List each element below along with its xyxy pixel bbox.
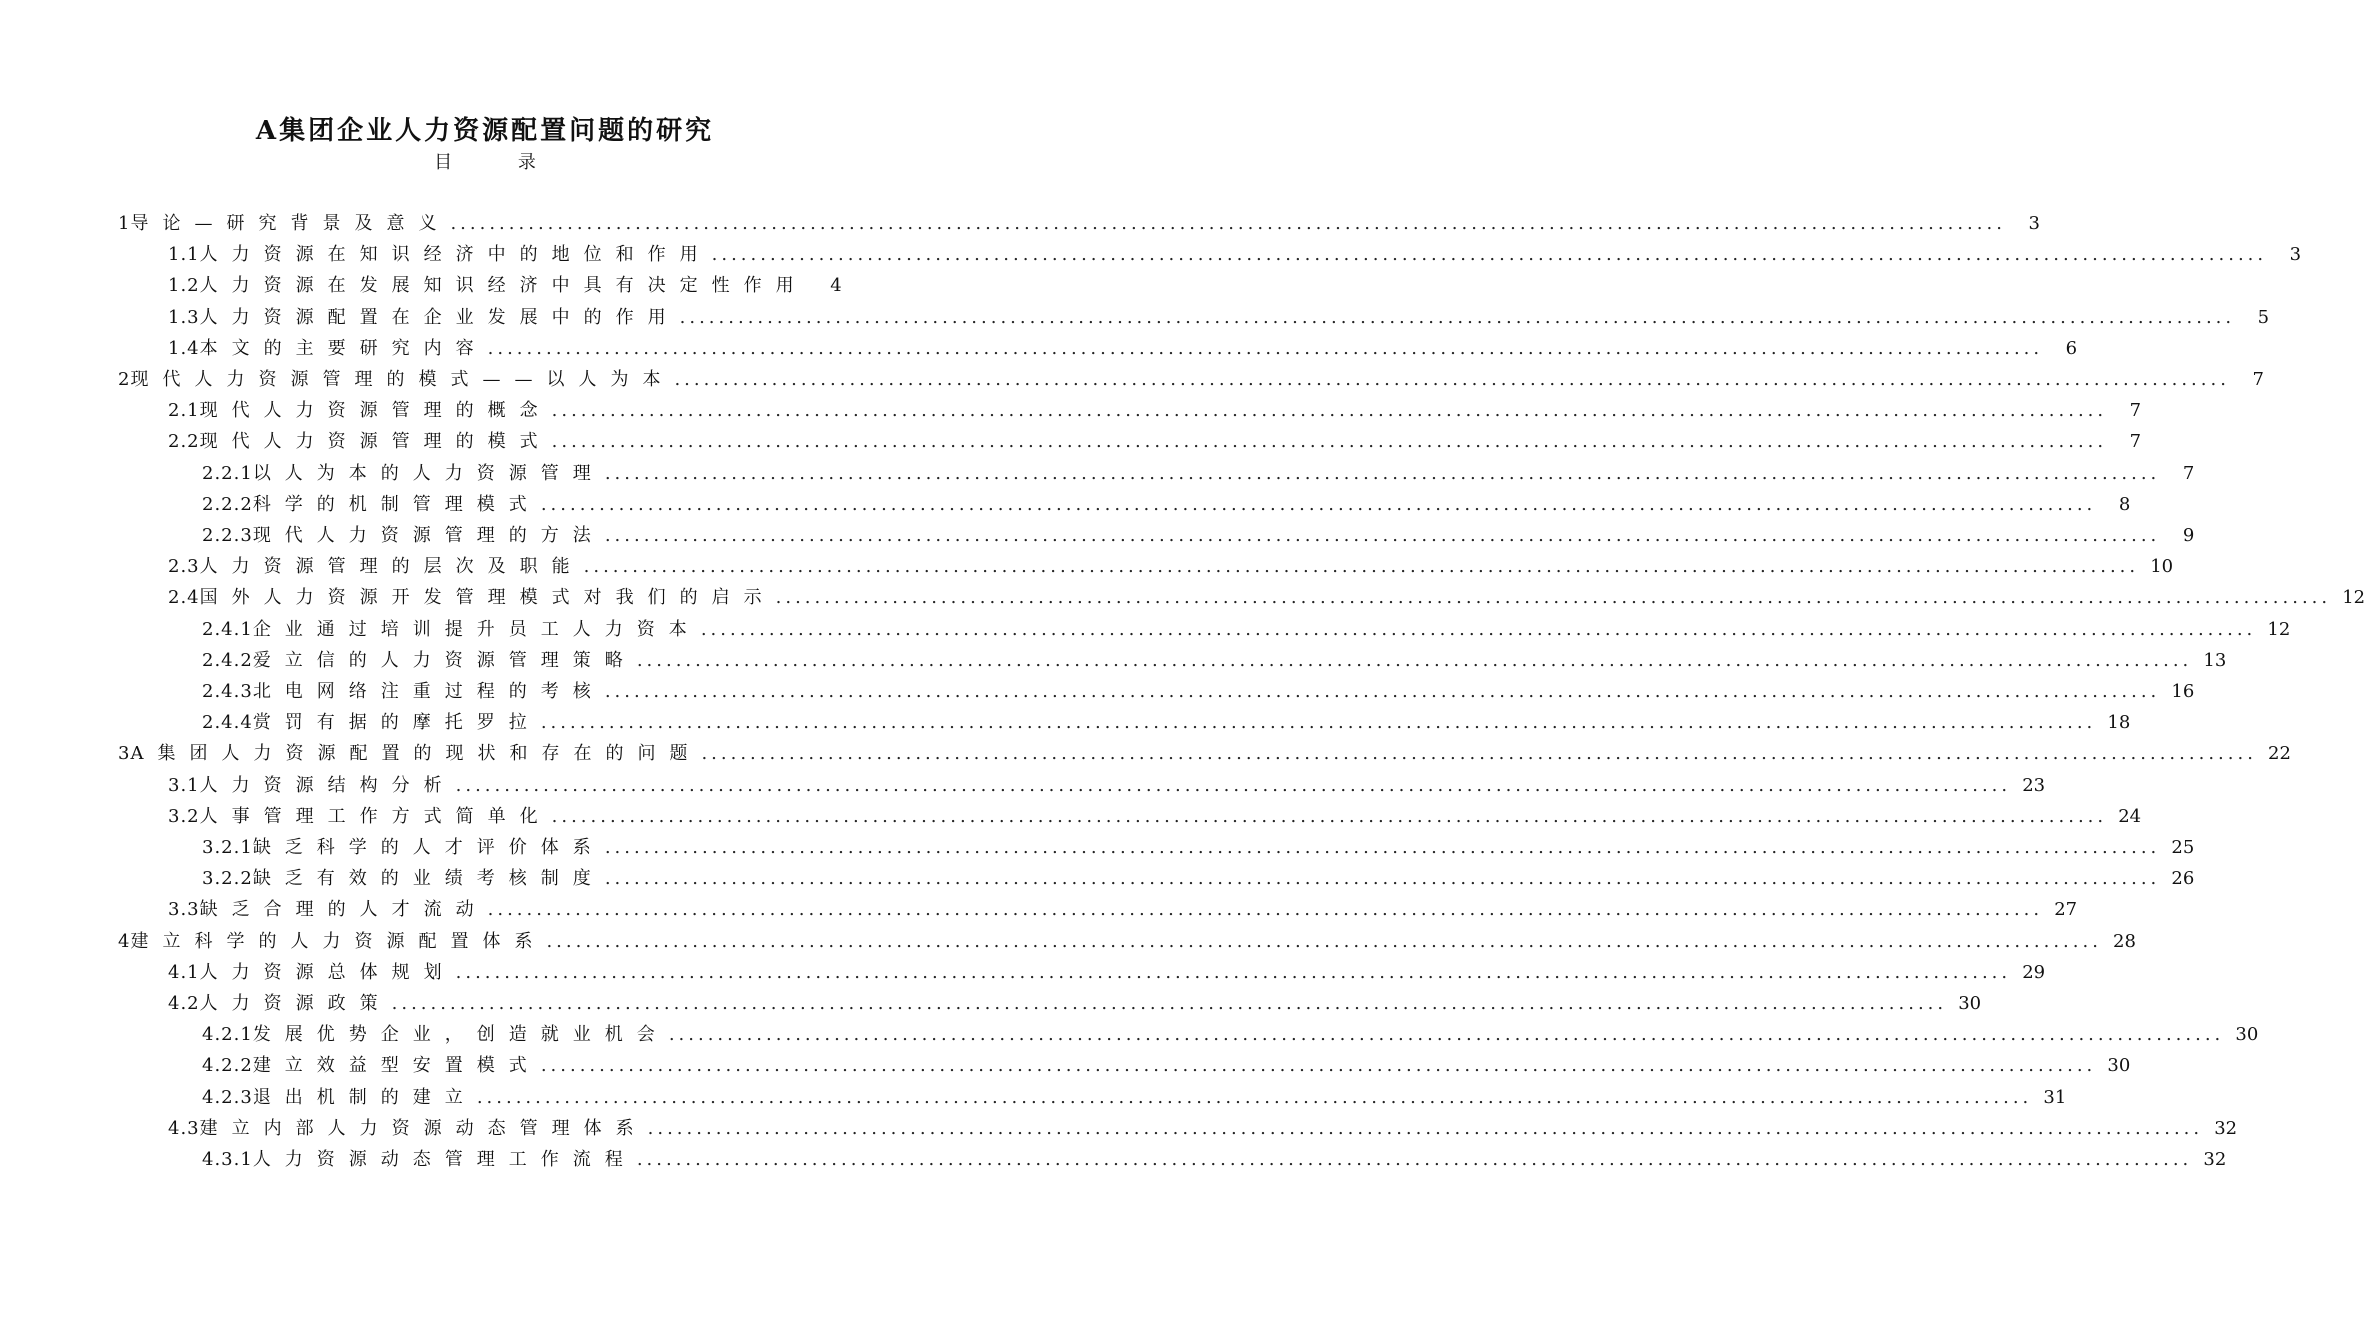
toc-entry-title: 人力资源在发展知识经济中具有决定性作用	[199, 275, 808, 297]
toc-entry-page: 7	[2252, 369, 2264, 390]
toc-entry-number: 3	[118, 743, 131, 765]
toc-entry-page: 28	[2113, 930, 2136, 952]
toc-entry[interactable]	[202, 1082, 2067, 1113]
toc-entry-page: 24	[2118, 805, 2142, 827]
toc-leader-dots	[488, 894, 2043, 925]
toc-leader-dots	[541, 707, 2096, 738]
toc-entry[interactable]	[202, 1144, 2227, 1175]
toc-entry-title: 人力资源在知识经济中的地位和作用	[199, 244, 712, 266]
toc-entry-title: 本文的主要研究内容	[199, 337, 488, 359]
toc-entry[interactable]	[168, 894, 2078, 925]
toc-entry-title: 导论—研究背景及意义	[130, 213, 451, 234]
toc-entry-number: 4.2.2	[202, 1055, 253, 1077]
toc-leader-dots	[541, 1050, 2096, 1081]
toc-entry-number: 2.4.4	[202, 712, 253, 734]
toc-entry-title: 企业通过培训提升员工人力资本	[252, 618, 701, 640]
toc-entry-title: 人事管理工作方式简单化	[199, 805, 552, 827]
toc-leader-dots	[546, 926, 2101, 957]
toc-entry[interactable]	[202, 863, 2195, 894]
toc-entry[interactable]	[118, 208, 2040, 239]
toc-entry-page: 7	[2129, 400, 2142, 422]
toc-entry[interactable]	[168, 801, 2142, 832]
toc-leader-dots	[488, 333, 2043, 364]
toc-entry-page: 5	[2257, 306, 2270, 328]
toc-entry-page: 10	[2150, 556, 2174, 578]
document-title: A集团企业人力资源配置问题的研究	[255, 116, 715, 146]
toc-leader-dots	[605, 832, 2160, 863]
toc-entry-title: 以人为本的人力资源管理	[252, 462, 605, 484]
toc-leader-dots	[637, 1144, 2192, 1175]
toc-entry-number: 3.2	[168, 805, 200, 827]
toc-entry-number: 4.3	[168, 1117, 200, 1139]
toc-entry-page: 30	[2235, 1024, 2259, 1046]
toc-entry-title: 人力资源配置在企业发展中的作用	[199, 306, 680, 328]
toc-entry-title: 人力资源政策	[199, 993, 392, 1014]
toc-entry-title: 人力资源动态管理工作流程	[252, 1149, 637, 1170]
toc-entry-title: 缺乏合理的人才流动	[199, 899, 488, 921]
toc-entry-page: 8	[2118, 493, 2131, 515]
toc-entry-number: 4.3.1	[202, 1149, 253, 1170]
toc-entry-page: 29	[2022, 961, 2046, 983]
toc-entry-title: 人力资源总体规划	[199, 961, 456, 983]
toc-entry-number: 3.2.2	[202, 868, 253, 890]
toc-entry-page: 23	[2022, 774, 2046, 796]
toc-entry-title: 现代人力资源管理的模式——以人为本	[130, 369, 675, 390]
toc-entry-page: 30	[2107, 1055, 2131, 1077]
toc-leader-dots	[776, 582, 2331, 613]
toc-entry-number: 4.2.3	[202, 1086, 253, 1108]
toc-entry-title: 国外人力资源开发管理模式对我们的启示	[199, 587, 776, 609]
toc-entry[interactable]	[202, 458, 2195, 489]
toc-entry-page: 7	[2182, 462, 2195, 484]
toc-leader-dots	[637, 645, 2192, 676]
toc-entry[interactable]	[202, 489, 2131, 520]
toc-entry-number: 2.4.3	[202, 681, 253, 702]
toc-entry-title: 退出机制的建立	[252, 1086, 477, 1108]
toc-entry-number: 2.1	[168, 400, 200, 422]
toc-entry[interactable]	[168, 426, 2142, 457]
toc-entry-number: 1.4	[168, 337, 200, 359]
toc-leader-dots	[669, 1019, 2224, 1050]
toc-entry-number: 1.1	[168, 244, 200, 266]
toc-leader-dots	[701, 614, 2256, 645]
toc-leader-dots	[477, 1082, 2032, 1113]
toc-entry[interactable]	[168, 270, 842, 301]
toc-entry[interactable]	[118, 926, 2136, 957]
toc-leader-dots	[648, 1113, 2203, 1144]
toc-entry-number: 3.1	[168, 774, 200, 796]
toc-entry-number: 1.3	[168, 306, 200, 328]
toc-entry-number: 2	[118, 369, 131, 390]
toc-entry-title: 人力资源结构分析	[199, 774, 456, 796]
toc-leader-dots	[552, 395, 2107, 426]
toc-entry-title: 人力资源管理的层次及职能	[199, 556, 584, 578]
toc-entry[interactable]	[168, 1113, 2238, 1144]
toc-entry[interactable]	[168, 302, 2270, 333]
toc-entry-page: 31	[2043, 1086, 2067, 1108]
toc-leader-dots	[584, 551, 2139, 582]
toc-leader-dots	[605, 863, 2160, 894]
toc-entry-number: 2.4.2	[202, 649, 253, 671]
toc-leader-dots	[605, 676, 2160, 707]
toc-entry-title: A集团人力资源配置的现状和存在的问题	[130, 743, 702, 765]
toc-entry-number: 4.2.1	[202, 1024, 253, 1046]
toc-entry-page: 12	[2267, 618, 2291, 640]
toc-entry-page: 32	[2203, 1149, 2227, 1170]
toc-entry[interactable]	[202, 520, 2195, 551]
toc-entry-title: 建立内部人力资源动态管理体系	[199, 1117, 648, 1139]
toc-entry-number: 2.3	[168, 556, 200, 578]
toc-entry-number: 4.1	[168, 961, 200, 983]
toc-entry-title: 缺乏科学的人才评价体系	[252, 837, 605, 858]
toc-entry[interactable]	[168, 582, 2365, 613]
toc-entry[interactable]	[202, 645, 2227, 676]
toc-leader-dots	[680, 302, 2235, 333]
toc-leader-dots	[450, 208, 2005, 239]
toc-entry[interactable]	[168, 988, 1982, 1019]
toc-entry-page: 27	[2054, 899, 2078, 921]
toc-entry-number: 1	[118, 213, 131, 234]
toc-entry-page: 3	[2028, 213, 2040, 234]
toc-entry-page: 16	[2171, 681, 2195, 702]
toc-entry-page: 25	[2171, 837, 2195, 858]
toc-entry[interactable]	[202, 832, 2195, 863]
toc-entry-page: 3	[2289, 244, 2302, 266]
toc-entry[interactable]	[202, 676, 2195, 707]
toc-entry-page: 26	[2171, 868, 2195, 890]
toc-entry[interactable]	[168, 395, 2142, 426]
toc-entry[interactable]	[168, 770, 2046, 801]
toc-entry-title: 发展优势企业，创造就业机会	[252, 1024, 669, 1046]
toc-leader-dots	[701, 738, 2256, 769]
toc-entry[interactable]	[202, 707, 2131, 738]
toc-entry-title: 现代人力资源管理的概念	[199, 400, 552, 422]
toc-entry-page: 7	[2129, 431, 2142, 453]
toc-entry-title: 建立效益型安置模式	[252, 1055, 541, 1077]
toc-entry-page: 6	[2065, 337, 2078, 359]
toc-leader-dots	[552, 801, 2107, 832]
toc-entry[interactable]	[168, 551, 2174, 582]
toc-leader-dots	[674, 364, 2229, 395]
toc-entry-page: 22	[2268, 743, 2291, 765]
toc-entry-number: 2.4.1	[202, 618, 253, 640]
toc-entry-number: 2.2.3	[202, 525, 253, 546]
toc-entry-title: 现代人力资源管理的方法	[252, 525, 605, 546]
toc-entry-page: 9	[2182, 525, 2195, 546]
toc-entry-number: 3.2.1	[202, 837, 253, 858]
toc-entry-title: 北电网络注重过程的考核	[252, 681, 605, 702]
toc-entry-page: 4	[830, 275, 842, 297]
toc-entry[interactable]	[168, 957, 2046, 988]
toc-entry[interactable]	[202, 614, 2291, 645]
toc-entry-title: 爱立信的人力资源管理策略	[252, 649, 637, 671]
toc-leader-dots	[392, 988, 1947, 1019]
toc-leader-dots	[605, 458, 2160, 489]
toc-entry-title: 建立科学的人力资源配置体系	[130, 930, 547, 952]
toc-entry-number: 2.4	[168, 587, 200, 609]
toc-entry-number: 3.3	[168, 899, 200, 921]
toc-entry-title: 科学的机制管理模式	[252, 493, 541, 515]
toc-leader-dots	[456, 770, 2011, 801]
toc-entry-title: 缺乏有效的业绩考核制度	[252, 868, 605, 890]
toc-leader-dots	[541, 489, 2096, 520]
toc-entry[interactable]	[202, 1019, 2259, 1050]
toc-entry-page: 18	[2107, 712, 2131, 734]
toc-entry-number: 2.2.2	[202, 493, 253, 515]
toc-entry[interactable]	[202, 1050, 2131, 1081]
toc-entry-page: 30	[1958, 993, 1982, 1014]
toc-leader-dots	[605, 520, 2160, 551]
toc-entry[interactable]	[118, 364, 2264, 395]
toc-entry-page: 32	[2214, 1117, 2238, 1139]
toc-entry[interactable]	[118, 738, 2291, 769]
toc-entry-page: 13	[2203, 649, 2227, 671]
toc-leader-dots	[456, 957, 2011, 988]
toc-entry[interactable]	[168, 333, 2078, 364]
toc-leader-dots	[552, 426, 2107, 457]
toc-entry-number: 4	[118, 930, 131, 952]
toc-entry-number: 1.2	[168, 275, 200, 297]
toc-heading: 目 录	[434, 152, 536, 173]
toc-entry-number: 2.2	[168, 431, 200, 453]
toc-entry[interactable]	[168, 239, 2302, 270]
toc-entry-page: 12	[2342, 587, 2365, 609]
toc-entry-number: 4.2	[168, 993, 200, 1014]
toc-leader-dots	[712, 239, 2267, 270]
toc-entry-title: 现代人力资源管理的模式	[199, 431, 552, 453]
toc-entry-title: 赏罚有据的摩托罗拉	[252, 712, 541, 734]
toc-entry-number: 2.2.1	[202, 462, 253, 484]
